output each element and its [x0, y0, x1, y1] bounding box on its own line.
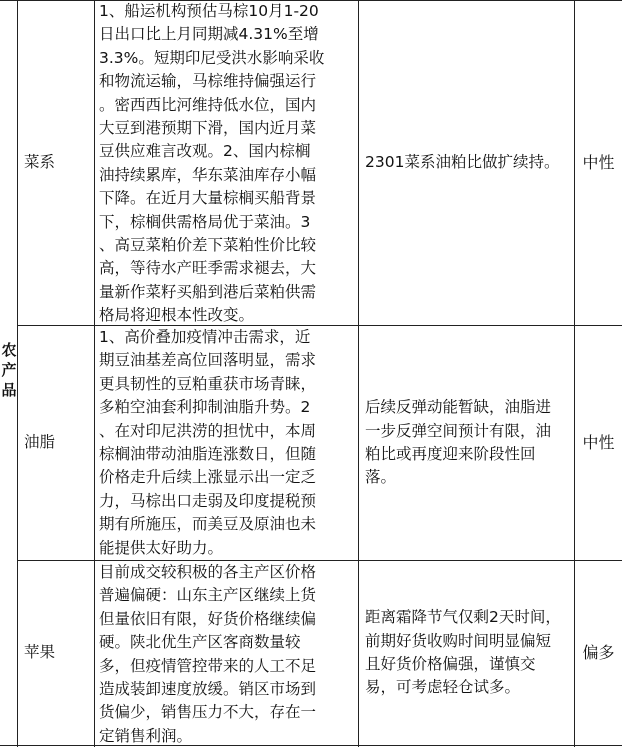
row-name-caixi [18, 1, 94, 325]
detail-line: 但量依旧有限，好货价格继续偏 [99, 609, 317, 628]
detail-line: 下降。在近月大量棕榈买船背景 [99, 189, 317, 208]
detail-line: 硬。陕北优生产区客商数量较 [99, 633, 301, 652]
row-name-label: 苹果 [24, 643, 56, 662]
view-text: 距离霜降节气仅剩2天时间，前期好货收购时间明显偏短且好货价格偏强，谨慎交易，可考虑轻仓试多。 [365, 608, 561, 697]
detail-line: 能提供太好助力。 [99, 538, 224, 557]
detail-line: 期豆油基差高位回落明显，需求 [99, 351, 317, 370]
stance-text: 中性 [582, 153, 615, 173]
detail-line: 格局将迎根本性改变。 [99, 306, 255, 325]
category-label [1, 340, 17, 400]
detail-line: 。密西西比河维持低水位，国内 [99, 95, 317, 114]
row-detail-youzhi [95, 326, 358, 560]
detail-line: 货偏少，销售压力不大，存在一 [99, 703, 317, 722]
detail-line: 普遍偏硬：山东主产区继续上货 [99, 586, 317, 605]
row-view-pingguo [359, 561, 574, 745]
row-view-caixi [359, 1, 574, 325]
row-stance-caixi [575, 1, 622, 325]
detail-line: 力，马棕出口走弱及印度提税预 [99, 491, 317, 510]
detail-line: 多粕空油套利抑制油脂升势。2 [99, 398, 311, 417]
detail-line: 3.3%。短期印尼受洪水影响采收 [99, 48, 325, 67]
detail-line: 1、高价叠加疫情冲击需求，近 [99, 328, 311, 346]
detail-line: 多，但疫情管控带来的人工不足 [99, 656, 317, 675]
detail-line: 油持续累库，华东菜油库存小幅 [99, 165, 317, 184]
detail-line: 期有所施压，而美豆及原油也未 [99, 515, 317, 534]
row-view-youzhi [359, 326, 574, 560]
detail-line: 1、船运机构预估马棕10月1-20 [99, 2, 319, 20]
row-name-youzhi [18, 326, 94, 560]
detail-line: 日出口比上月同期减4.31%至增 [99, 25, 319, 44]
row-detail-caixi [95, 0, 358, 325]
detail-line: 更具韧性的豆粕重获市场青睐， [99, 374, 317, 393]
detail-line: 量新作菜籽买船到港后菜粕供需 [99, 282, 317, 301]
stance-text: 中性 [582, 433, 615, 453]
detail-line: 和物流运输，马棕维持偏强运行 [99, 72, 317, 91]
row-name-pingguo [18, 561, 94, 745]
view-text: 2301菜系油粕比做扩续持。 [365, 153, 560, 172]
detail-line: 下，棕榈供需格局优于菜油。3 [99, 212, 311, 231]
detail-line: 豆供应难言改观。2、国内棕榈 [99, 142, 311, 161]
row-detail-pingguo [95, 561, 358, 745]
view-text: 后续反弹动能暂缺，油脂进一步反弹空间预计有限，油粕比或再度迎来阶段性回落。 [365, 398, 552, 487]
detail-line: 价格走升后续上涨显示出一定乏 [99, 468, 317, 487]
detail-line: 造成装卸速度放缓。销区市场到 [99, 680, 317, 699]
detail-line: 定销售利润。 [99, 726, 193, 745]
detail-line: 、在对印尼洪涝的担忧中，本周 [99, 421, 317, 440]
stance-text: 偏多 [582, 643, 615, 663]
row-stance-pingguo [575, 561, 622, 745]
category-char: 品 [1, 381, 17, 399]
detail-line: 目前成交较积极的各主产区价格 [99, 563, 317, 581]
row-stance-youzhi [575, 326, 622, 560]
detail-line: 、高豆菜粕价差下菜粕性价比较 [99, 236, 317, 255]
row-name-label: 油脂 [24, 433, 56, 452]
detail-line: 棕榈油带动油脂连涨数日，但随 [99, 445, 317, 464]
category-char: 农 [1, 341, 17, 359]
detail-line: 大豆到港预期下滑，国内近月菜 [99, 119, 317, 138]
category-char: 产 [1, 361, 17, 379]
row-name-label: 菜系 [24, 153, 56, 172]
detail-line: 高，等待水产旺季需求褪去，大 [99, 259, 317, 278]
